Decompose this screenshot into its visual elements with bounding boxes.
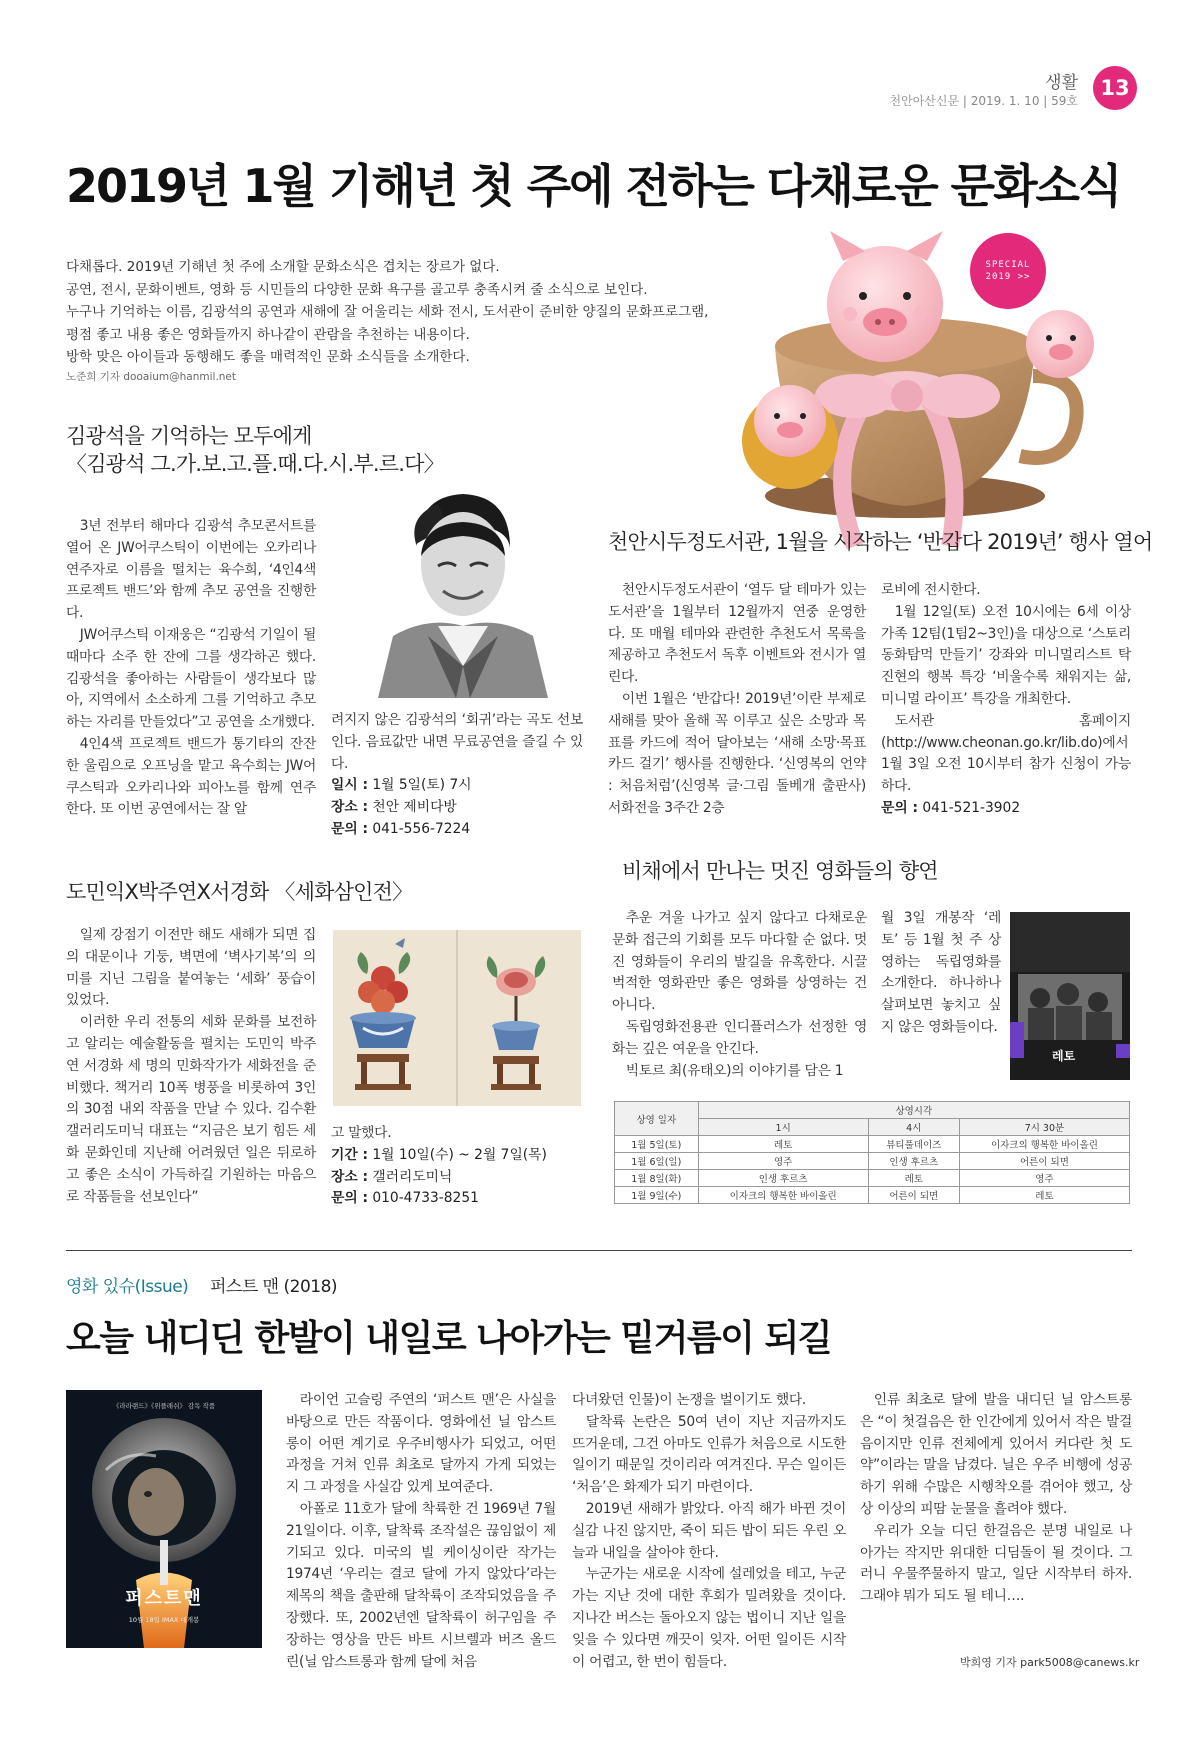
paragraph: JW어쿠스틱 이재웅은 “김광석 기일이 될 때마다 소주 한 잔에 그를 생각하곤 했다. 김광석을 좋아하는 사람들이 생각보다 많아, 지역에서 소소하게 그를 기억하고 추모하는 자리를 만들었다”고 공연을 소개했다. [66, 626, 316, 731]
date-cell: 1월 5일(토) [615, 1136, 699, 1153]
section-label: 생활 [1045, 73, 1078, 93]
poster-credit: 《라라랜드》《위플래쉬》 감독 작품 [112, 1402, 216, 1410]
screening-schedule-table [614, 1101, 1130, 1204]
intro-line: 다채롭다. 2019년 기해년 첫 주에 소개할 문화소식은 겹치는 장르가 없다. [66, 259, 500, 275]
kim-kwangseok-portrait [368, 486, 555, 698]
contact-label: 문의 : [881, 799, 918, 816]
section2-column2 [881, 580, 1131, 820]
film-column1 [286, 1390, 556, 1673]
leto-movie-poster [1010, 912, 1130, 1080]
main-title: 2019년 1월 기해년 첫 주에 전하는 다채로운 문화소식 [66, 159, 1121, 213]
paragraph: 독립영화전용관 인디플러스가 선정한 영화는 깊은 여운을 안긴다. [612, 1018, 867, 1057]
intro-line: 누구나 기억하는 이름, 김광석의 공연과 새해에 잘 어울리는 세화 전시, 도서관이 준비한 양질의 문화프로그램, [66, 304, 709, 320]
contact-label: 문의 : [331, 820, 368, 837]
event-date [331, 775, 583, 797]
intro-line: 공연, 전시, 문화이벤트, 영화 등 시민들의 다양한 문화 욕구를 골고루 충족시켜 줄 소식으로 보인다. [66, 281, 648, 298]
movie-cell: 인생 후르츠 [868, 1153, 959, 1170]
date-cell: 1월 8일(화) [615, 1170, 699, 1187]
section2-title: 천안시두정도서관, 1월을 시작하는 ‘반갑다 2019년’ 행사 열어 [608, 530, 1153, 554]
first-man-poster [66, 1390, 262, 1648]
section1-column2 [331, 710, 583, 841]
film-column2 [572, 1390, 846, 1673]
section4-column1 [612, 908, 867, 1082]
paragraph: 로비에 전시한다. [881, 582, 981, 598]
section-divider [66, 1250, 1132, 1251]
date-cell: 1월 9일(수) [615, 1187, 699, 1204]
table-row [615, 1170, 1130, 1187]
paragraph: 우리가 오늘 디딘 한걸음은 분명 내일로 나아가는 작지만 위대한 디딤돌이 될 것이다. 그러니 우물쭈물하지 말고, 일단 시작부터 하자. 그래야 뭐가 되도 될 테니…. [860, 1522, 1132, 1605]
movie-cell: 레토 [959, 1187, 1129, 1204]
movie-cell: 어른이 되면 [868, 1187, 959, 1204]
slot-header: 4시 [868, 1119, 959, 1136]
special-badge [970, 233, 1046, 309]
place-value: 갤러리도미닉 [372, 1168, 453, 1185]
section1-column1 [66, 516, 316, 821]
period-label: 기간 : [331, 1146, 368, 1163]
paragraph: 월 3일 개봉작 ‘레토’ 등 1월 첫 주 상영하는 독립영화를 소개한다. 하나하나 살펴보면 놓치고 싶지 않은 영화들이다. [881, 910, 1001, 1035]
place-label: 장소 : [331, 1168, 368, 1185]
paragraph: 라이언 고슬링 주연의 ‘퍼스트 맨’은 사실을 바탕으로 만든 작품이다. 영화에선 닐 암스트롱이 어떤 계기로 우주비행사가 되었고, 어떤 과정을 거쳐 인류 최초로 달까지 가게 되었는지 그 과정을 사실감 있게 보여준다. [286, 1392, 556, 1496]
date-label: 일시 : [331, 777, 368, 794]
poster-title: 퍼스트맨 [125, 1588, 203, 1609]
paragraph: 일제 강점기 이전만 해도 새해가 되면 집의 대문이나 기둥, 벽면에 ‘벽사기복’의 의미를 지닌 그림을 붙여놓는 ‘세화’ 풍습이 있었다. [66, 927, 316, 1009]
date-cell: 1월 6일(일) [615, 1153, 699, 1170]
time-header: 상영시각 [698, 1102, 1129, 1119]
page-number-badge: 13 [1093, 66, 1137, 110]
paragraph: 이러한 우리 전통의 세화 문화를 보전하고 알리는 예술활동을 펼치는 도민익 박주연 서경화 세 명의 민화작가가 세화전을 준비했다. 책거리 10폭 병풍을 비롯하여 3인의 30점 내외 작품을 만날 수 있다. 김수환 갤러리도미닉 대표는 “지금은 보기 힘든 세화 문화인데 지난해 어려웠던 일은 뒤로하고 좋은 소식이 가득하길 기원하는 마음으로 작품들을 선보인다” [66, 1014, 316, 1205]
paragraph: 누군가는 새로운 시작에 설레었을 테고, 누군가는 지난 것에 대한 후회가 밀려왔을 것이다. 지나간 버스는 돌아오지 않는 법이니 지난 일을 잊을 수 있다면 깨끗이 잊자. 어떤 일이든 시작이 어렵고, 한 번이 힘들다. [572, 1566, 846, 1670]
paragraph: 달착륙 논란은 50여 년이 지난 지금까지도 뜨거운데, 그건 아마도 인류가 처음으로 시도한 일이기 때문일 것이리라 여겨진다. 무슨 일이든 ‘처음’은 화제가 되기 마련이다. [572, 1413, 846, 1496]
paragraph: 2019년 새해가 밝았다. 아직 해가 바뀐 것이 실감 나진 않지만, 죽이 되든 밥이 되든 우린 오늘과 내일을 살아야 한다. [572, 1500, 846, 1561]
paragraph: 다녀왔던 인물)이 논쟁을 벌이기도 했다. [572, 1392, 806, 1408]
table-row [615, 1187, 1130, 1204]
date-value: 1월 5일(토) 7시 [372, 777, 472, 794]
film-headline: 오늘 내디딘 한발이 내일로 나아가는 밑거름이 되길 [66, 1318, 831, 1359]
section4-column2 [881, 908, 1001, 1039]
intro-byline: 노준희 기자 dooaium@hanmil.net [66, 371, 237, 383]
paragraph: 이번 1월은 ‘반갑다! 2019년’이란 부제로 새해를 맞아 올해 꼭 이루고 싶은 소망과 목표를 카드에 적어 달아보는 ‘새해 소망·목표 카드 걸기’ 행사를 진행한다. ‘신영복의 언약 : 처음처럼’(신영복 글·그림 돌베개 출판사) 서화전을 3주간 2층 [608, 690, 866, 816]
film-column3 [860, 1390, 1132, 1608]
table-row [615, 1153, 1130, 1170]
contact-value: 041-556-7224 [372, 820, 471, 837]
paragraph: 고 말했다. [331, 1125, 392, 1141]
badge-line2: 2019 >> [985, 272, 1031, 282]
film-byline: 박희영 기자 park5008@canews.kr [960, 1656, 1140, 1669]
section2-column1 [608, 580, 866, 820]
section4-title: 비채에서 만나는 멋진 영화들의 향연 [622, 859, 938, 883]
section3-column1 [66, 925, 316, 1208]
pig-teacup-illustration [715, 226, 1140, 556]
event-contact [331, 819, 583, 841]
event-contact [331, 1188, 583, 1210]
event-period [331, 1145, 583, 1167]
slot-header: 7시 30분 [959, 1119, 1129, 1136]
contact-label: 문의 : [331, 1190, 368, 1207]
contact-value: 010-4733-8251 [372, 1190, 479, 1207]
section1-title-line1: 김광석을 기억하는 모두에게 [66, 424, 312, 448]
paragraph: 도서관 홈페이지(http://www.cheonan.go.kr/lib.do)에서 1월 3일 오전 10시부터 참가 신청이 가능하다. [881, 712, 1131, 795]
event-place [331, 797, 583, 819]
paragraph: 3년 전부터 해마다 김광석 추모콘서트를 열어 온 JW어쿠스틱이 이번에는 오카리나 연주자로 이름을 떨치는 육수희, ‘4인4색 프로젝트 밴드’와 함께 추모 공연을 진행한다. [66, 518, 316, 622]
poster-release: 10월 18일 IMAX 대개봉 [128, 1616, 200, 1624]
section1-title-line2: 〈김광석 그.가.보.고.플.때.다.시.부.르.다〉 [66, 452, 444, 476]
contact-value: 041-521-3902 [922, 799, 1021, 816]
sehwa-folk-painting [333, 930, 581, 1106]
place-value: 천안 제비다방 [372, 799, 457, 816]
movie-cell: 뷰티풀데이즈 [868, 1136, 959, 1153]
section1-title [66, 422, 666, 478]
movie-cell: 이자크의 행복한 바이올린 [698, 1187, 868, 1204]
date-header: 상영 일자 [615, 1102, 699, 1136]
paragraph: 추운 겨울 나가고 싶지 않다고 다채로운 문화 접근의 기회를 모두 마다할 순 없다. 멋진 영화들이 우리의 발길을 유혹한다. 시끌벅적한 영화관만 좋은 영화를 상영하는 건 아니다. [612, 910, 867, 1014]
movie-cell: 인생 후르츠 [698, 1170, 868, 1187]
paragraph: 1월 12일(토) 오전 10시에는 6세 이상 가족 12팀(1팀2~3인)을 대상으로 ‘스토리 동화탐먹 만들기’ 강좌와 미니멀리스트 탁진현의 행복 특강 ‘비울수록 채워지는 삶, 미니멀 라이프’ 특강을 개최한다. [881, 603, 1131, 707]
movie-cell: 이자크의 행복한 바이올린 [959, 1136, 1129, 1153]
table-row [615, 1136, 1130, 1153]
film-subtitle: 퍼스트 맨 (2018) [210, 1277, 338, 1297]
paragraph: 천안시두정도서관이 ‘열두 달 테마가 있는 도서관’을 1월부터 12월까지 연중 운영한다. 또 매월 테마와 관련한 추천도서 목록을 제공하고 추천도서 독후 이벤트와 전시가 열린다. [608, 582, 866, 686]
movie-cell: 영주 [959, 1170, 1129, 1187]
section3-column2 [331, 1123, 583, 1210]
badge-line1: SPECIAL [985, 260, 1031, 270]
place-label: 장소 : [331, 799, 368, 816]
section3-title: 도민익X박주연X서경화 〈세화삼인전〉 [66, 880, 413, 904]
event-place [331, 1167, 583, 1189]
intro-paragraph [66, 256, 746, 369]
movie-cell: 레토 [868, 1170, 959, 1187]
poster-title: 레토 [1052, 1049, 1076, 1063]
film-issue-label: 영화 있슈(Issue) [66, 1277, 189, 1297]
event-contact [881, 798, 1131, 820]
period-value: 1월 10일(수) ~ 2월 7일(목) [372, 1146, 547, 1163]
slot-header: 1시 [698, 1119, 868, 1136]
intro-line: 평점 좋고 내용 좋은 영화들까지 하나같이 관람을 추천하는 내용이다. [66, 326, 470, 343]
movie-cell: 영주 [698, 1153, 868, 1170]
paragraph: 려지지 않은 김광석의 ‘회귀’라는 곡도 선보인다. 음료값만 내면 무료공연을 즐길 수 있다. [331, 712, 583, 772]
movie-cell: 레토 [698, 1136, 868, 1153]
movie-cell: 어른이 되면 [959, 1153, 1129, 1170]
paragraph: 빅토르 최(유태오)의 이야기를 담은 1 [625, 1062, 844, 1079]
paragraph: 4인4색 프로젝트 밴드가 통기타의 잔잔한 울림으로 오프닝을 맡고 육수희는 JW어쿠스틱과 오카리나와 피아노를 함께 연주한다. 또 이번 공연에서는 잘 알 [66, 735, 316, 818]
paragraph: 인류 최초로 달에 발을 내디딘 닐 암스트롱은 “이 첫걸음은 한 인간에게 있어서 작은 발걸음이지만 인류 전체에게 있어서 커다란 첫 도약”이라는 말을 남겼다. 닐은 우주 비행에 성공하기 위해 수많은 시행착오를 겪어야 했고, 상상 이상의 피땀 눈물을 흘려야 했다. [860, 1392, 1132, 1517]
issue-meta: 천안아산신문 | 2019. 1. 10 | 59호 [889, 94, 1078, 108]
paragraph: 아폴로 11호가 달에 착륙한 건 1969년 7월 21일이다. 이후, 달착륙 조작설은 끊임없이 제기되고 있다. 미국의 빌 케이싱이란 작가는 1974년 ‘우리는 결코 달에 가지 않았다’라는 제목의 책을 출판해 달착륙이 조작되었음을 주장했다. 또, 2002년엔 달착륙이 허구임을 주장하는 영상을 만든 바트 시브렐과 버즈 올드린(닐 암스트롱과 함께 달에 처음 [286, 1500, 556, 1670]
intro-line: 방학 맞은 아이들과 동행해도 좋을 매력적인 문화 소식들을 소개한다. [66, 349, 470, 365]
